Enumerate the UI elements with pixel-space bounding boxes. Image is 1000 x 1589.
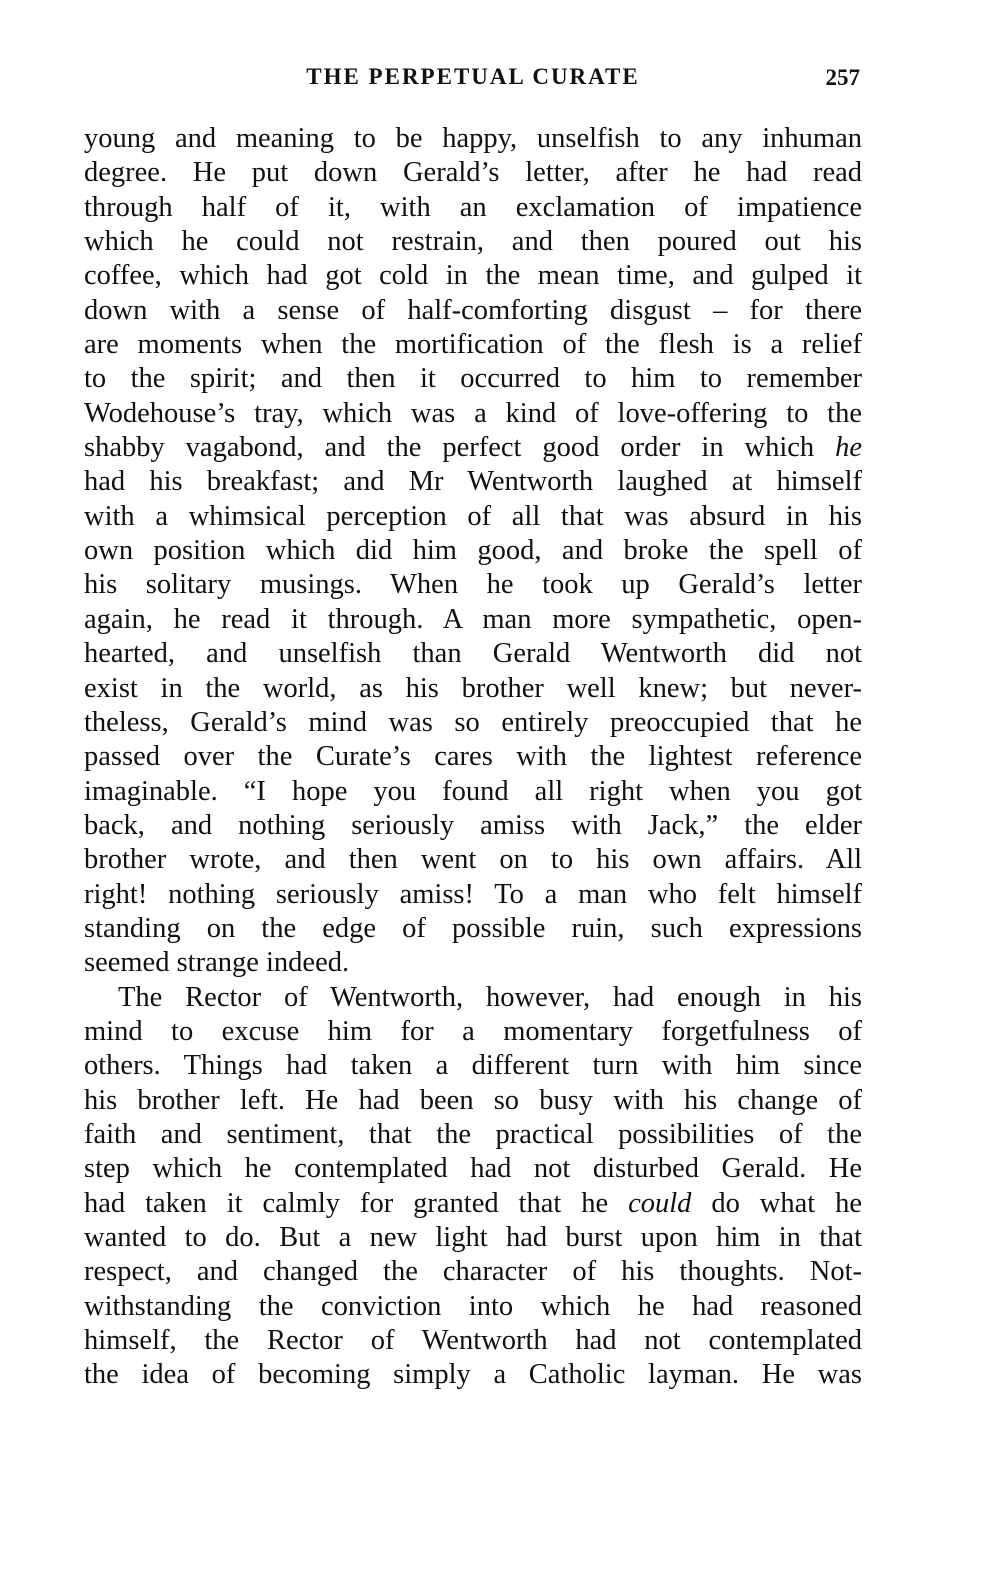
text-line: standing on the edge of possible ruin, such expressions <box>84 912 862 944</box>
text-line: exist in the world, as his brother well knew; but never- <box>84 672 862 704</box>
text-line: Wodehouse’s tray, which was a kind of love-offering to the <box>84 397 862 429</box>
text-line: right! nothing seriously amiss! To a man who felt himself <box>84 878 862 910</box>
emphasis: he <box>835 432 862 464</box>
emphasis: could <box>628 1187 692 1219</box>
text-line: step which he contemplated had not disturbed Gerald. He <box>84 1153 862 1185</box>
text-line: others. Things had taken a different turn with him since <box>84 1050 862 1082</box>
text-line: down with a sense of half-comforting disgust – for there <box>84 294 862 326</box>
text-line: with a whimsical perception of all that was absurd in his <box>84 500 862 532</box>
text-line: through half of it, with an exclamation of impatience <box>84 191 862 223</box>
body-text <box>84 122 862 1393</box>
text-line: the idea of becoming simply a Catholic layman. He was <box>84 1359 862 1391</box>
page-number: 257 <box>825 65 860 90</box>
text-line: seemed strange indeed. <box>84 947 350 979</box>
text-line: himself, the Rector of Wentworth had not contemplated <box>84 1325 862 1357</box>
text-line: own position which did him good, and broke the spell of <box>84 535 862 567</box>
running-head <box>84 64 862 100</box>
text-line: brother wrote, and then went on to his own affairs. All <box>84 844 862 876</box>
text-line: passed over the Curate’s cares with the lightest reference <box>84 741 862 773</box>
text-line: The Rector of Wentworth, however, had enough in his <box>118 981 862 1013</box>
text-line: withstanding the conviction into which he had reasoned <box>84 1290 862 1322</box>
text-line: wanted to do. But a new light had burst upon him in that <box>84 1222 862 1253</box>
text-line: had his breakfast; and Mr Wentworth laughed at himself <box>84 466 862 498</box>
text-line: mind to excuse him for a momentary forgetfulness of <box>84 1015 862 1047</box>
text-segment: shabby vagabond, and the perfect good order in which <box>84 432 836 464</box>
text-line: degree. He put down Gerald’s letter, after he had read <box>84 157 862 189</box>
text-line: his brother left. He had been so busy with his change of <box>84 1084 862 1116</box>
text-line: which he could not restrain, and then poured out his <box>84 226 862 258</box>
text-line: back, and nothing seriously amiss with Jack,” the elder <box>84 809 862 841</box>
text-line <box>84 1187 862 1221</box>
text-line: respect, and changed the character of his thoughts. Not- <box>84 1256 862 1288</box>
text-segment: do what he <box>691 1187 862 1219</box>
text-line: to the spirit; and then it occurred to him to remember <box>84 363 862 395</box>
text-line: imaginable. “I hope you found all right when you got <box>84 775 862 807</box>
text-line: faith and sentiment, that the practical possibilities of the <box>84 1118 862 1150</box>
text-line: hearted, and unselfish than Gerald Wentworth did not <box>84 638 862 670</box>
text-line <box>84 431 862 465</box>
text-line: again, he read it through. A man more sympathetic, open- <box>84 603 862 635</box>
text-line: coffee, which had got cold in the mean time, and gulped it <box>84 260 862 292</box>
text-line: young and meaning to be happy, unselfish to any inhuman <box>84 123 862 154</box>
text-line: are moments when the mortification of the flesh is a relief <box>84 329 862 361</box>
running-title: THE PERPETUAL CURATE <box>306 64 640 89</box>
text-segment: had taken it calmly for granted that he <box>84 1187 629 1219</box>
text-line: theless, Gerald’s mind was so entirely preoccupied that he <box>84 706 862 738</box>
text-line: his solitary musings. When he took up Gerald’s letter <box>84 569 862 601</box>
